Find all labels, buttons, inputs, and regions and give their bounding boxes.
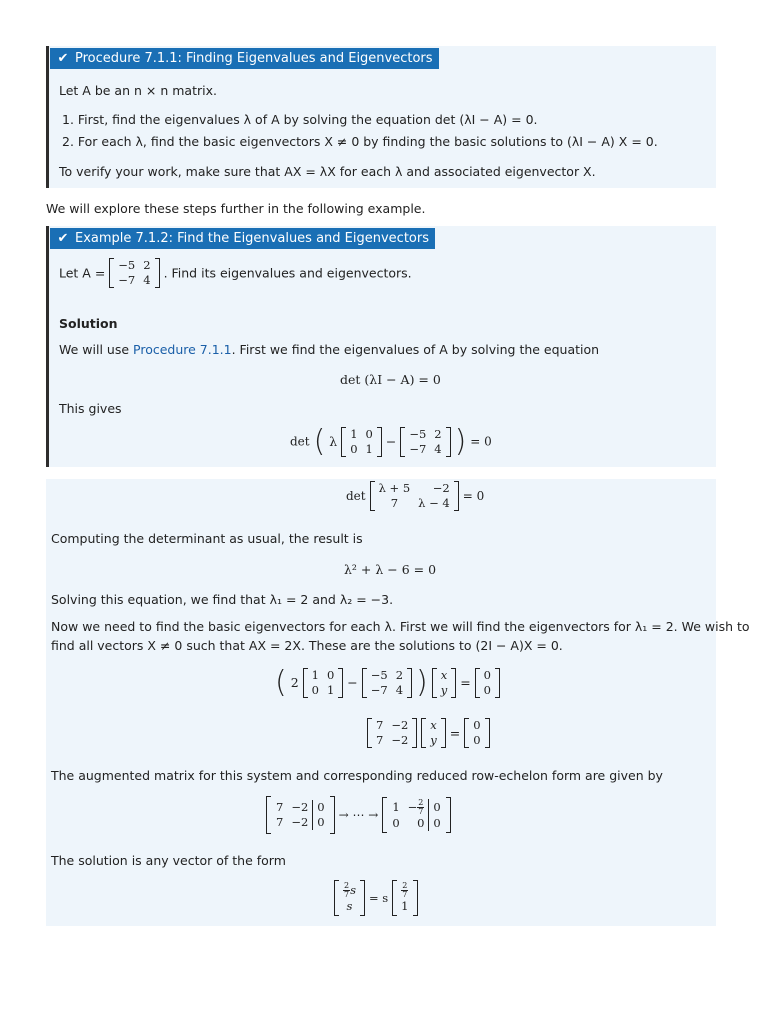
augmented-matrix — [266, 796, 335, 834]
matrix-cell: x — [440, 667, 448, 682]
right-paren: ) — [416, 665, 428, 700]
fraction-numerator: 2 — [402, 881, 408, 890]
matrix-cell: −2 — [391, 733, 409, 747]
matrix-cell: 0 — [473, 718, 481, 732]
procedure-step-2: 2. For each λ, find the basic eigenvectors X ≠ 0 by finding the basic solutions to (λI − A) X = 0. — [62, 134, 658, 149]
matrix-cell: −5 — [370, 667, 388, 682]
equals-zero: = 0 — [462, 489, 485, 503]
matrix-a — [109, 258, 159, 288]
matrix-cell: 7 — [376, 733, 384, 747]
procedure-title-text: Procedure 7.1.1: Finding Eigenvalues and Eigenvectors — [75, 51, 433, 66]
system-matrix — [367, 718, 417, 748]
now-text-line-2: find all vectors X ≠ 0 such that AX = 2X. These are the solutions to (2I − A)X = 0. — [51, 638, 563, 653]
matrix-cell: 4 — [143, 273, 151, 287]
minus-sign: − — [385, 434, 397, 449]
matrix-cell: 1 — [392, 800, 400, 814]
zero-vector — [475, 668, 500, 698]
matrix-cell: 0 — [313, 815, 329, 830]
matrix-cell: −2 — [291, 815, 309, 829]
equals-sign: = — [449, 725, 461, 741]
neg-sign: − — [407, 800, 418, 814]
minus-sign: − — [347, 675, 358, 690]
example-title — [50, 228, 435, 249]
checkmark-icon: ✔ — [57, 231, 69, 246]
fraction-two-sevenths — [401, 882, 408, 899]
reduced-matrix — [382, 797, 450, 833]
example-let-line — [59, 258, 412, 288]
procedure-verify: To verify your work, make sure that AX = λX for each λ and associated eigenvector X. — [59, 164, 596, 179]
equals-sign: = — [460, 675, 471, 690]
matrix-cell: −7 — [370, 682, 388, 697]
checkmark-icon: ✔ — [57, 51, 69, 66]
matrix-cell: 0 — [483, 682, 491, 697]
matrix-cell: 0 — [311, 682, 319, 697]
matrix-cell: −5 — [118, 258, 136, 272]
fraction-numerator: 2 — [344, 881, 350, 890]
det-matrix — [370, 481, 459, 511]
matrix-cell: 0 — [417, 816, 425, 830]
matrix-cell: 2 — [395, 667, 404, 682]
fraction-numerator: 2 — [418, 798, 424, 807]
scalar-two: 2 — [290, 675, 299, 690]
zero-vector — [464, 718, 489, 748]
reduction-arrow: → ⋯ → — [338, 808, 379, 822]
computing-text: Computing the determinant as usual, the result is — [51, 531, 363, 546]
matrix-cell: x — [430, 718, 437, 732]
equals-s: = s — [368, 891, 389, 905]
let-suffix: . Find its eigenvalues and eigenvectors. — [163, 265, 412, 281]
matrix-cell: 7 — [276, 800, 284, 814]
matrix-cell: 2 — [143, 258, 151, 272]
example-left-border — [46, 226, 49, 467]
matrix-cell: −7 — [409, 441, 427, 456]
fraction-two-sevenths — [417, 799, 424, 816]
matrix-cell: 1 — [311, 667, 319, 682]
this-gives-text: This gives — [59, 401, 122, 416]
matrix-cell: λ − 4 — [418, 496, 450, 510]
matrix-cell: 0 — [392, 816, 400, 830]
matrix-cell: −7 — [118, 273, 136, 287]
matrix-cell: 1 — [365, 441, 373, 456]
equation-det-matrix — [346, 481, 484, 511]
vector-xy — [421, 718, 446, 748]
solution-vector-equation — [334, 880, 418, 916]
solving-text: Solving this equation, we find that λ₁ = 2 and λ₂ = −3. — [51, 592, 394, 607]
matrix-a — [362, 668, 412, 698]
equation-2i-minus-a — [275, 665, 500, 700]
parameter-s: s — [350, 883, 356, 897]
now-text-line-1: Now we need to find the basic eigenvectors for each λ. First we will find the eigenvectors for λ₁ = 2. We wish to — [51, 619, 750, 634]
identity-matrix — [303, 668, 344, 698]
lambda-symbol: λ — [329, 434, 338, 449]
left-paren: ( — [275, 665, 287, 700]
equals-zero: = 0 — [470, 434, 492, 449]
matrix-cell: 0 — [365, 426, 373, 441]
procedure-intro: Let A be an n × n matrix. — [59, 83, 217, 98]
basis-vector — [392, 880, 417, 916]
matrix-cell — [339, 882, 360, 899]
matrix-cell: 4 — [395, 682, 404, 697]
procedure-title — [50, 48, 439, 69]
use-suffix: . First we find the eigenvalues of A by solving the equation — [231, 342, 600, 357]
matrix-cell: y — [430, 733, 437, 747]
matrix-cell: 0 — [350, 441, 358, 456]
matrix-cell: 7 — [390, 496, 399, 510]
matrix-cell: 0 — [326, 667, 335, 682]
matrix-cell: −2 — [432, 481, 450, 495]
matrix-cell: s — [346, 899, 353, 913]
matrix-cell: λ + 5 — [378, 481, 411, 495]
solution-vector — [334, 880, 365, 916]
example-title-text: Example 7.1.2: Find the Eigenvalues and Eigenvectors — [75, 231, 429, 246]
augmented-text: The augmented matrix for this system and corresponding reduced row-echelon form are given by — [51, 768, 663, 783]
det-label: det — [346, 489, 366, 503]
use-procedure-line — [59, 342, 599, 357]
augmented-reduction — [266, 796, 451, 834]
left-paren: ( — [313, 424, 326, 459]
matrix-a — [400, 427, 450, 457]
matrix-cell: 1 — [350, 426, 358, 441]
matrix-cell: 7 — [276, 815, 284, 829]
matrix-cell — [404, 799, 429, 816]
use-prefix: We will use — [59, 342, 134, 357]
matrix-cell: 0 — [313, 800, 329, 815]
equation-det-lambda-i-minus-a: det (λI − A) = 0 — [340, 372, 441, 387]
fraction-denominator: 7 — [344, 890, 350, 899]
fraction-denominator: 7 — [418, 807, 424, 816]
matrix-cell: 4 — [434, 441, 442, 456]
det-label: det — [290, 434, 310, 449]
procedure-link[interactable]: Procedure 7.1.1 — [133, 342, 232, 357]
procedure-left-border — [46, 46, 49, 188]
matrix-cell: −2 — [391, 718, 409, 732]
matrix-cell: 0 — [473, 733, 481, 747]
vector-xy — [432, 668, 457, 698]
let-prefix: Let A = — [59, 265, 106, 281]
matrix-cell: 2 — [434, 426, 442, 441]
equation-system — [367, 718, 490, 748]
fraction-denominator: 7 — [402, 890, 408, 899]
matrix-cell: −5 — [409, 426, 427, 441]
matrix-cell: 0 — [429, 799, 445, 816]
procedure-step-1: 1. First, find the eigenvalues λ of A by solving the equation det (λI − A) = 0. — [62, 112, 538, 127]
right-paren: ) — [454, 424, 467, 459]
between-paragraph: We will explore these steps further in the following example. — [46, 201, 426, 216]
matrix-cell: 7 — [376, 718, 384, 732]
matrix-cell — [397, 882, 412, 899]
matrix-cell: 0 — [429, 816, 445, 831]
equation-det-expanded — [290, 424, 492, 459]
matrix-cell: y — [440, 682, 448, 697]
matrix-cell: 1 — [326, 682, 335, 697]
matrix-cell: −2 — [291, 800, 309, 814]
solution-form-text: The solution is any vector of the form — [51, 853, 286, 868]
solution-heading: Solution — [59, 316, 118, 331]
characteristic-polynomial: λ² + λ − 6 = 0 — [344, 562, 437, 577]
matrix-cell: 1 — [401, 899, 409, 913]
matrix-cell: 0 — [483, 667, 491, 682]
identity-matrix — [341, 427, 382, 457]
